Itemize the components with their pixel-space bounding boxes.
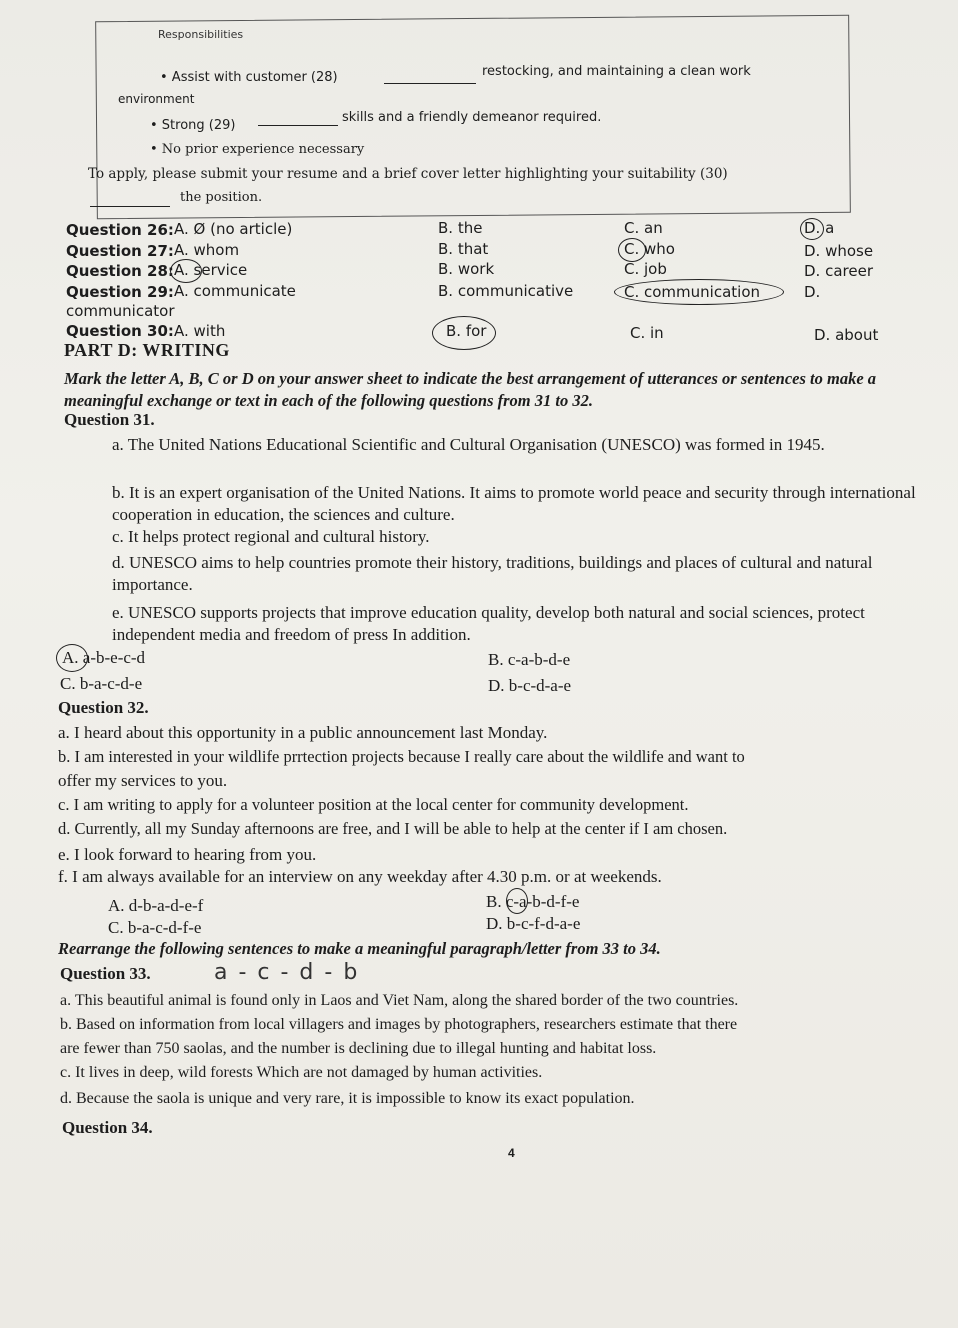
q31-b: b. It is an expert organisation of the United Nations. It aims to promote world peace and security through international cooperation in education, the sciences and culture. xyxy=(112,483,916,524)
q27-label: Question 27: xyxy=(66,242,174,260)
blank-28 xyxy=(384,70,476,84)
q30-label: Question 30: xyxy=(66,322,174,340)
q26-label: Question 26: xyxy=(66,221,174,239)
q32-option-b: B. c-a-b-d-f-e xyxy=(486,892,580,911)
q31-option-d: D. b-c-d-a-e xyxy=(488,676,572,695)
answer-circle-28 xyxy=(170,259,202,283)
q28-a: A. service xyxy=(174,261,248,279)
box-line5: the position. xyxy=(180,190,263,205)
q30-a: A. with xyxy=(174,322,226,340)
instruction-31-32: Mark the letter A, B, C or D on your answer sheet to indicate the best arrangement of utterances or sentences to make a meaningful exchange or text in each of the following questions from 31 to 32. xyxy=(64,369,877,410)
q26-a: A. Ø (no article) xyxy=(174,220,293,238)
q32-c: c. I am writing to apply for a volunteer position at the local center for community development. xyxy=(58,795,689,814)
q33-c: c. It lives in deep, wild forests Which are not damaged by human activities. xyxy=(60,1064,543,1081)
q31-option-c: C. b-a-c-d-e xyxy=(60,674,143,693)
q31-c: c. It helps protect regional and cultural history. xyxy=(112,527,430,546)
q34-label: Question 34. xyxy=(62,1118,153,1137)
q29-a: A. communicate xyxy=(174,282,296,300)
q32-e: e. I look forward to hearing from you. xyxy=(58,845,317,864)
q32-option-c: C. b-a-c-d-f-e xyxy=(108,918,202,937)
q32-b: b. I am interested in your wildlife prrtection projects because I really care about the wildlife and want to xyxy=(58,747,745,766)
box-line3: • No prior experience necessary xyxy=(150,142,365,157)
answer-circle-32 xyxy=(506,888,528,914)
q31-label: Question 31. xyxy=(64,410,155,429)
q32-b-cont: offer my services to you. xyxy=(58,771,228,790)
q33-a: a. This beautiful animal is found only in Laos and Viet Nam, along the shared border of the two countries. xyxy=(60,992,739,1009)
answer-circle-30 xyxy=(432,316,496,350)
box-line1-cont: environment xyxy=(118,92,195,106)
q29-b: B. communicative xyxy=(438,282,574,300)
q27-c: C. who xyxy=(624,240,675,258)
blank-30 xyxy=(90,196,170,207)
q31-d: d. UNESCO aims to help countries promote their history, traditions, buildings and places of cultural and natural importance. xyxy=(112,553,873,594)
q31-option-a: A. a-b-e-c-d xyxy=(62,648,146,667)
q29-label: Question 29: xyxy=(66,283,174,301)
q31-e: e. UNESCO supports projects that improve education quality, develop both natural and social sciences, protect independent media and freedom of press In addition. xyxy=(112,603,865,644)
q29-c: C. communication xyxy=(624,283,761,301)
answer-circle-26 xyxy=(800,218,824,240)
box-line1-suffix: restocking, and maintaining a clean work xyxy=(482,64,751,79)
answer-circle-29 xyxy=(614,279,784,305)
q33-handwritten-answer: a - c - d - b xyxy=(214,960,360,985)
q27-d: D. whose xyxy=(804,242,874,260)
q33-d: d. Because the saola is unique and very rare, it is impossible to know its exact population. xyxy=(60,1090,635,1107)
box-line1-prefix: • Assist with customer (28) xyxy=(160,70,338,85)
q32-option-a: A. d-b-a-d-e-f xyxy=(108,896,204,915)
q33-b-cont: are fewer than 750 saolas, and the number is declining due to illegal hunting and habitat loss. xyxy=(60,1040,657,1057)
box-line4: To apply, please submit your resume and a brief cover letter highlighting your suitability (30) xyxy=(88,166,728,182)
q28-label: Question 28: xyxy=(66,262,174,280)
instruction-33-34: Rearrange the following sentences to make a meaningful paragraph/letter from 33 to 34. xyxy=(58,939,661,958)
q28-d: D. career xyxy=(804,262,873,280)
q33-label: Question 33. xyxy=(60,964,151,983)
q32-option-d: D. b-c-f-d-a-e xyxy=(486,914,581,933)
q29-d: D. xyxy=(804,283,821,301)
part-d-heading: PART D: WRITING xyxy=(64,340,230,360)
q28-b: B. work xyxy=(438,260,495,278)
answer-circle-31 xyxy=(56,644,88,672)
page-number: 4 xyxy=(508,1146,515,1160)
q26-d: D. a xyxy=(804,219,835,237)
q32-d: d. Currently, all my Sunday afternoons are free, and I will be able to help at the center if I am chosen. xyxy=(58,819,728,838)
q31-option-b: B. c-a-b-d-e xyxy=(488,650,571,669)
q32-a: a. I heard about this opportunity in a public announcement last Monday. xyxy=(58,723,548,742)
q32-label: Question 32. xyxy=(58,698,149,717)
box-line2-prefix: • Strong (29) xyxy=(150,118,236,133)
q27-b: B. that xyxy=(438,240,489,258)
q27-a: A. whom xyxy=(174,241,240,259)
box-heading: Responsibilities xyxy=(158,28,244,41)
q29-d-cont: communicator xyxy=(66,302,175,320)
blank-29 xyxy=(258,112,338,126)
q32-f: f. I am always available for an interview on any weekday after 4.30 p.m. or at weekends. xyxy=(58,867,662,886)
q26-b: B. the xyxy=(438,219,483,237)
q30-b: B. for xyxy=(446,322,487,340)
q28-c: C. job xyxy=(624,260,667,278)
q30-d: D. about xyxy=(814,326,879,344)
q31-a: a. The United Nations Educational Scientific and Cultural Organisation (UNESCO) was formed in 1945. xyxy=(112,435,825,454)
q30-c: C. in xyxy=(630,324,664,342)
box-line2-suffix: skills and a friendly demeanor required. xyxy=(342,110,602,125)
q33-b: b. Based on information from local villagers and images by photographers, researchers estimate that there xyxy=(60,1016,738,1033)
q26-c: C. an xyxy=(624,219,663,237)
answer-circle-27 xyxy=(618,238,646,262)
